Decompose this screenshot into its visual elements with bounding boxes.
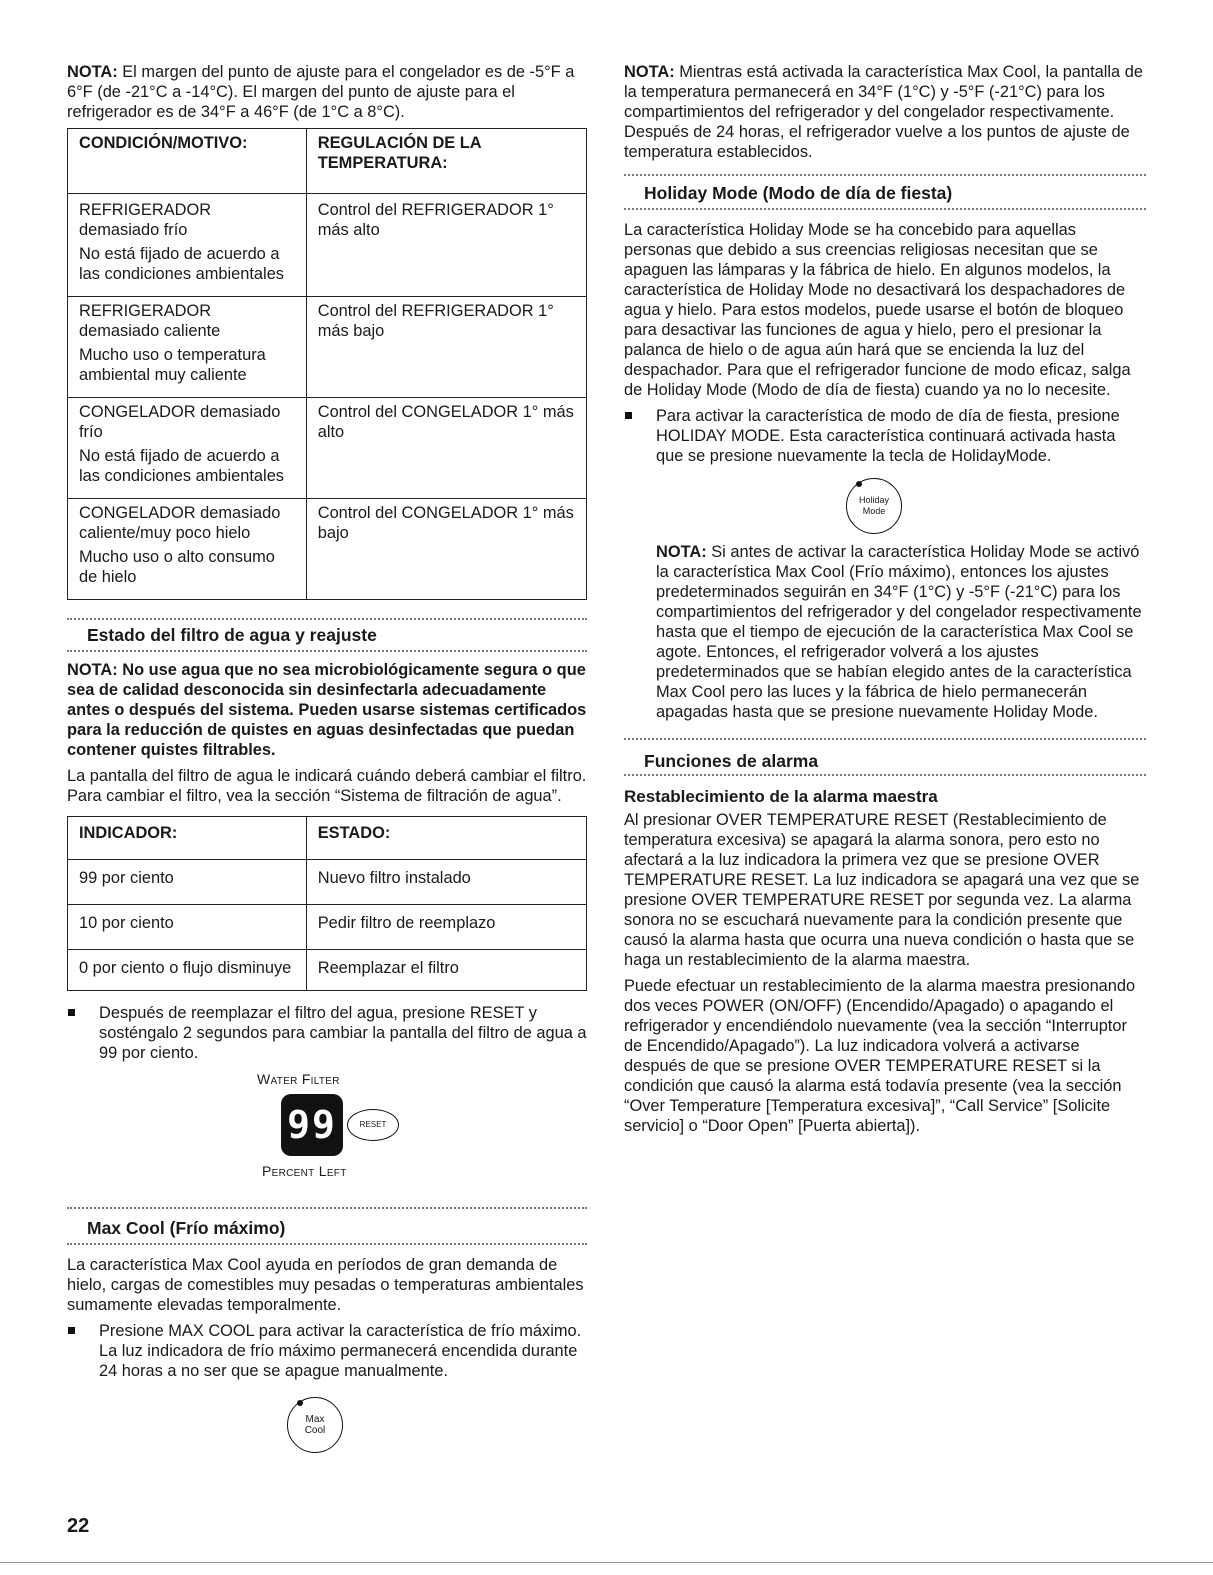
- section-divider: [624, 738, 1146, 740]
- reset-instruction: [67, 1003, 587, 1063]
- table-cell: [68, 297, 307, 398]
- section-divider: [67, 1243, 587, 1245]
- section-divider: [624, 774, 1146, 776]
- right-column: [624, 62, 1146, 1142]
- button-label-line: Cool: [304, 1425, 326, 1436]
- table-header: ESTADO:: [306, 817, 586, 860]
- section-title-water-filter: Estado del filtro de agua y reajuste: [87, 625, 377, 645]
- reset-button[interactable]: [347, 1109, 399, 1141]
- button-label-line: Max: [305, 1414, 325, 1425]
- note-text: Mientras está activada la característica Max Cool, la pantalla de la temperatura permanecerá en 34°F (1°C) y -5°F (-21°C) para los compartimientos del refrigerador y del congelador respectivamente. Después de 24 horas, el refrigerador vuelve a los puntos de ajuste de temperatura establecidos.: [624, 63, 1143, 161]
- bullet-icon: [68, 1009, 75, 1016]
- table-row: [68, 905, 587, 950]
- filter-display-screen: [281, 1094, 343, 1156]
- filter-status-table: [67, 816, 587, 991]
- section-divider: [624, 208, 1146, 210]
- indicator-light-icon: [856, 481, 862, 487]
- section-divider: [67, 618, 587, 620]
- water-warning: NOTA: No use agua que no sea microbiológicamente segura o que sea de calidad desconocida sin desinfectarla adecuadamente antes o después del sistema. Pueden usarse sistemas certificados para la reducción de quistes en aguas desinfectadas que puedan contener quistes filtrables.: [67, 661, 587, 759]
- left-column: [67, 62, 587, 1453]
- table-cell: Pedir filtro de reemplazo: [306, 905, 586, 950]
- table-cell: Control del REFRIGERADOR 1° más alto: [306, 194, 586, 297]
- bullet-text: Después de reemplazar el filtro del agua, presione RESET y sosténgalo 2 segundos para cambiar la pantalla del filtro de agua a 99 por ciento.: [99, 1004, 587, 1062]
- percent-left-label: Percent Left: [262, 1163, 347, 1179]
- max-cool-instruction: [67, 1321, 587, 1381]
- table-header: CONDICIÓN/MOTIVO:: [68, 129, 307, 194]
- holiday-instruction: [624, 406, 1146, 466]
- condition-text: REFRIGERADOR demasiado frío: [79, 201, 212, 239]
- water-filter-label: Water Filter: [257, 1071, 340, 1087]
- table-cell: 0 por ciento o flujo disminuye: [68, 950, 307, 991]
- condition-text: CONGELADOR demasiado frío: [79, 403, 281, 441]
- holiday-paragraph: La característica Holiday Mode se ha concebido para aquellas personas que debido a sus creencias religiosas necesitan que se apaguen las lámparas y la fábrica de hielo. En algunos modelos, la característica de Holiday Mode no desactivará los despachadores de agua y hielo. Para estos modelos, puede usarse el botón de bloqueo para desactivar las funciones de agua y hielo, pero el presionar la palanca de hielo o de agua aún hará que se encienda la luz del despachador. Para que el refrigerador funcione de modo eficaz, salga de Holiday Mode (Modo de día de fiesta) cuando ya no lo necesite.: [624, 221, 1131, 399]
- note-setpoint-range: [67, 62, 587, 122]
- table-header: REGULACIÓN DE LA TEMPERATURA:: [306, 129, 586, 194]
- page-number: 22: [67, 1515, 90, 1537]
- bullet-icon: [68, 1327, 75, 1334]
- holiday-mode-button[interactable]: [846, 478, 902, 534]
- table-row: [68, 499, 587, 600]
- section-title-alarm: Funciones de alarma: [644, 751, 819, 771]
- table-cell: 99 por ciento: [68, 860, 307, 905]
- bullet-text: Para activar la característica de modo de día de fiesta, presione HOLIDAY MODE. Esta característica continuará activada hasta que se presione nuevamente la tecla de HolidayMode.: [656, 407, 1120, 465]
- button-label-line: Holiday: [858, 495, 889, 505]
- max-cool-paragraph: La característica Max Cool ayuda en períodos de gran demanda de hielo, cargas de comestibles muy pesadas o temperaturas ambientales sumamente elevadas temporalmente.: [67, 1256, 584, 1314]
- table-cell: 10 por ciento: [68, 905, 307, 950]
- table-cell: Reemplazar el filtro: [306, 950, 586, 991]
- max-cool-button[interactable]: [287, 1397, 343, 1453]
- table-row: [68, 950, 587, 991]
- section-divider: [67, 1207, 587, 1209]
- note-text: Si antes de activar la característica Holiday Mode se activó la característica Max Cool (Frío máximo), entonces los ajustes predeterminados seguirán en 34°F (1°C) y -5°F (-21°C) para los compartimientos del refrigerador y del congelador respectivamente hasta que el tiempo de ejecución de la característica Max Cool se agote. Entonces, el refrigerador volverá a los ajustes predeterminados que se habían elegido antes de la característica Max Cool pero las luces y la fábrica de hielo permanecerán apagadas hasta que se presione nuevamente Holiday Mode.: [656, 543, 1142, 721]
- table-cell: Control del CONGELADOR 1° más bajo: [306, 499, 586, 600]
- bullet-text: Presione MAX COOL para activar la característica de frío máximo. La luz indicadora de frío máximo permanecerá encendida durante 24 horas a no ser que se apague manualmente.: [99, 1322, 582, 1380]
- table-row: [68, 860, 587, 905]
- table-header: INDICADOR:: [68, 817, 307, 860]
- water-filter-display: [67, 1069, 587, 1197]
- reason-text: Mucho uso o temperatura ambiental muy caliente: [79, 346, 266, 384]
- section-title-holiday: Holiday Mode (Modo de día de fiesta): [644, 183, 953, 203]
- table-row: [68, 398, 587, 499]
- table-row: [68, 297, 587, 398]
- filter-paragraph: La pantalla del filtro de agua le indicará cuándo deberá cambiar el filtro. Para cambiar el filtro, vea la sección “Sistema de filtración de agua”.: [67, 767, 587, 805]
- table-header-row: [68, 817, 587, 860]
- section-title-max-cool: Max Cool (Frío máximo): [87, 1218, 286, 1238]
- section-divider: [624, 174, 1146, 176]
- bullet-icon: [625, 412, 632, 419]
- page-bottom-rule: [0, 1562, 1213, 1563]
- note-label: NOTA:: [67, 63, 118, 81]
- table-cell: [68, 398, 307, 499]
- table-cell: Control del CONGELADOR 1° más alto: [306, 398, 586, 499]
- reason-text: No está fijado de acuerdo a las condiciones ambientales: [79, 447, 285, 485]
- reason-text: No está fijado de acuerdo a las condiciones ambientales: [79, 245, 285, 283]
- table-cell: [68, 194, 307, 297]
- table-cell: Control del REFRIGERADOR 1° más bajo: [306, 297, 586, 398]
- filter-percent-digits: 99: [287, 1103, 337, 1147]
- reason-text: Mucho uso o alto consumo de hielo: [79, 548, 275, 586]
- note-max-cool: [624, 62, 1146, 162]
- table-row: [68, 194, 587, 297]
- note-label: NOTA:: [624, 63, 675, 81]
- note-text: El margen del punto de ajuste para el congelador es de -5°F a 6°F (de -21°C a -14°C). El margen del punto de ajuste para el refrigerador es de 34°F a 46°F (de 1°C a 8°C).: [67, 63, 575, 121]
- note-label: NOTA:: [656, 543, 707, 561]
- table-cell: Nuevo filtro instalado: [306, 860, 586, 905]
- section-divider: [67, 650, 587, 652]
- subsection-title-master-reset: Restablecimiento de la alarma maestra: [624, 787, 938, 806]
- alarm-paragraph: Puede efectuar un restablecimiento de la alarma maestra presionando dos veces POWER (ON/OFF) (Encendido/Apagado) o apagando el refrigerador y encendiéndolo nuevamente (vea la sección “Interruptor de Encendido/Apagado”). La luz indicadora volverá a activarse después de que se presione OVER TEMPERATURE RESET si la condición que causó la alarma está todavía presente (vea la sección “Over Temperature [Temperatura excesiva]”, “Call Service” [Solicite servicio] o “Door Open” [Puerta abierta]).: [624, 977, 1136, 1135]
- reset-label: RESET: [359, 1120, 387, 1129]
- alarm-paragraph: Al presionar OVER TEMPERATURE RESET (Restablecimiento de temperatura excesiva) se apagará la alarma sonora, pero esto no afectará a la luz indicadora la primera vez que se presione OVER TEMPERATURE RESET. La luz indicadora se apagará una vez que se presione OVER TEMPERATURE RESET por segunda vez. La alarma sonora no se escuchará nuevamente para la condición presente que causó la alarma hasta que ocurra una nueva condición o hasta que se haga un restablecimiento de la alarma maestra.: [624, 811, 1140, 969]
- table-header-row: [68, 129, 587, 194]
- temperature-adjustment-table: [67, 128, 587, 600]
- button-label-line: Mode: [862, 506, 886, 516]
- table-cell: [68, 499, 307, 600]
- indicator-light-icon: [297, 1400, 303, 1406]
- holiday-note: [624, 542, 1146, 722]
- condition-text: REFRIGERADOR demasiado caliente: [79, 302, 221, 340]
- condition-text: CONGELADOR demasiado caliente/muy poco hielo: [79, 504, 281, 542]
